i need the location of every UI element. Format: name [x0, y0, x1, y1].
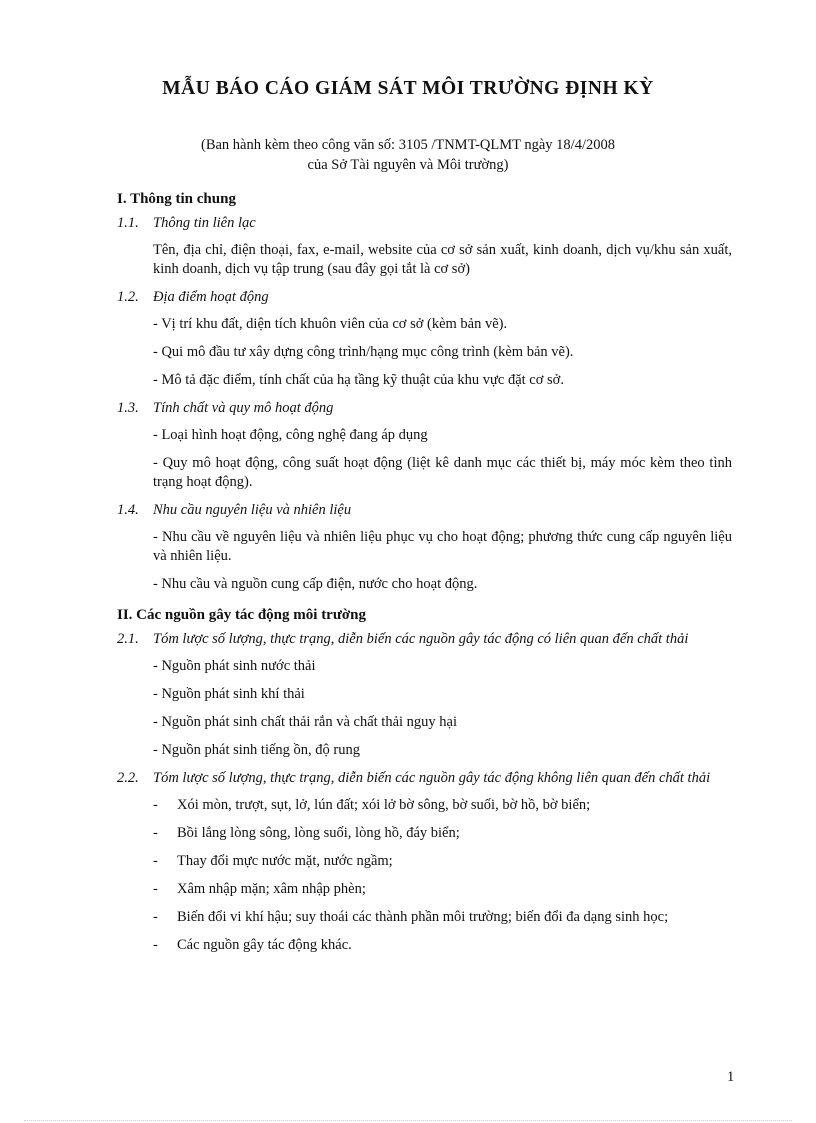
dash-list-item	[153, 880, 732, 899]
subtitle-line-1: (Ban hành kèm theo công văn số: 3105 /TNMT-QLMT ngày 18/4/2008	[200, 137, 615, 153]
subsection-heading-2-2	[117, 769, 732, 788]
dash-list-item	[153, 852, 732, 871]
dash-marker: -	[153, 825, 158, 841]
document-title: MẪU BÁO CÁO GIÁM SÁT MÔI TRƯỜNG ĐỊNH KỲ	[162, 78, 654, 99]
subsection-number: 1.2.	[117, 289, 139, 305]
subsection-heading-1-4	[117, 501, 732, 520]
subsection-title: Tóm lược số lượng, thực trạng, diễn biến các nguồn gây tác động có liên quan đến chất thải	[153, 631, 689, 647]
list-item-text: Bồi lắng lòng sông, lòng suối, lòng hồ, đáy biển;	[177, 825, 460, 841]
subsection-heading-1-1	[117, 214, 732, 233]
list-item: - Nhu cầu về nguyên liệu và nhiên liệu phục vụ cho hoạt động; phương thức cung cấp nguyên liệu và nhiên liệu.	[153, 529, 732, 564]
subsection-number: 2.1.	[117, 631, 139, 647]
subsection-heading-1-2	[117, 288, 732, 307]
document-subtitle	[0, 135, 816, 175]
dash-list-item	[153, 936, 732, 955]
dash-list-item	[153, 908, 732, 927]
list-item: - Qui mô đầu tư xây dựng công trình/hạng mục công trình (kèm bản vẽ).	[153, 344, 574, 360]
list-item-text: Xói mòn, trượt, sụt, lở, lún đất; xói lở bờ sông, bờ suối, bờ hồ, bờ biển;	[177, 797, 591, 813]
subsection-number: 1.1.	[117, 215, 139, 231]
list-item: - Mô tả đặc điểm, tính chất của hạ tầng kỹ thuật của khu vực đặt cơ sở.	[153, 372, 564, 388]
dash-marker: -	[153, 797, 158, 813]
subsection-title: Địa điểm hoạt động	[153, 289, 269, 305]
list-item: - Quy mô hoạt động, công suất hoạt động (liệt kê danh mục các thiết bị, máy móc kèm theo tình trạng hoạt động).	[153, 455, 732, 490]
list-item-text: Thay đổi mực nước mặt, nước ngầm;	[177, 853, 393, 869]
list-item: - Nguồn phát sinh tiếng ồn, độ rung	[153, 742, 361, 758]
dash-list-item	[153, 824, 732, 843]
dash-marker: -	[153, 853, 158, 869]
list-item: - Nhu cầu và nguồn cung cấp điện, nước cho hoạt động.	[153, 576, 478, 592]
section-heading-1: I. Thông tin chung	[117, 191, 236, 207]
list-item: - Loại hình hoạt động, công nghệ đang áp dụng	[153, 427, 428, 443]
list-item: - Nguồn phát sinh chất thải rắn và chất thải nguy hại	[153, 714, 458, 730]
list-item-text: Biến đổi vi khí hậu; suy thoái các thành phần môi trường; biến đổi đa dạng sinh học;	[177, 909, 669, 925]
page-bottom-divider	[24, 1120, 792, 1121]
dash-list-item	[153, 796, 732, 815]
dash-marker: -	[153, 937, 158, 953]
dash-marker: -	[153, 881, 158, 897]
subsection-title: Thông tin liên lạc	[153, 215, 256, 231]
subsection-number: 1.3.	[117, 400, 139, 416]
paragraph: Tên, địa chỉ, điện thoại, fax, e-mail, website của cơ sở sản xuất, kinh doanh, dịch vụ/khu sản xuất, kinh doanh, dịch vụ tập trung (sau đây gọi tắt là cơ sở)	[153, 242, 732, 277]
subsection-heading-2-1	[117, 630, 732, 649]
list-item: - Nguồn phát sinh khí thải	[153, 686, 305, 702]
subsection-heading-1-3	[117, 399, 732, 418]
subsection-title: Tính chất và quy mô hoạt động	[153, 400, 334, 416]
subsection-title: Nhu cầu nguyên liệu và nhiên liệu	[153, 502, 352, 518]
subsection-title: Tóm lược số lượng, thực trạng, diễn biến các nguồn gây tác động không liên quan đến chất thải	[153, 770, 711, 786]
page-number: 1	[727, 1069, 735, 1085]
list-item-text: Các nguồn gây tác động khác.	[177, 937, 352, 953]
subsection-number: 1.4.	[117, 502, 139, 518]
list-item-text: Xâm nhập mặn; xâm nhập phèn;	[177, 881, 366, 897]
subsection-number: 2.2.	[117, 770, 139, 786]
list-item: - Nguồn phát sinh nước thải	[153, 658, 316, 674]
list-item: - Vị trí khu đất, diện tích khuôn viên của cơ sở (kèm bản vẽ).	[153, 316, 508, 332]
subtitle-line-2: của Sở Tài nguyên và Môi trường)	[307, 157, 509, 173]
section-heading-2: II. Các nguồn gây tác động môi trường	[117, 607, 366, 623]
document-body	[117, 188, 732, 964]
dash-marker: -	[153, 909, 158, 925]
